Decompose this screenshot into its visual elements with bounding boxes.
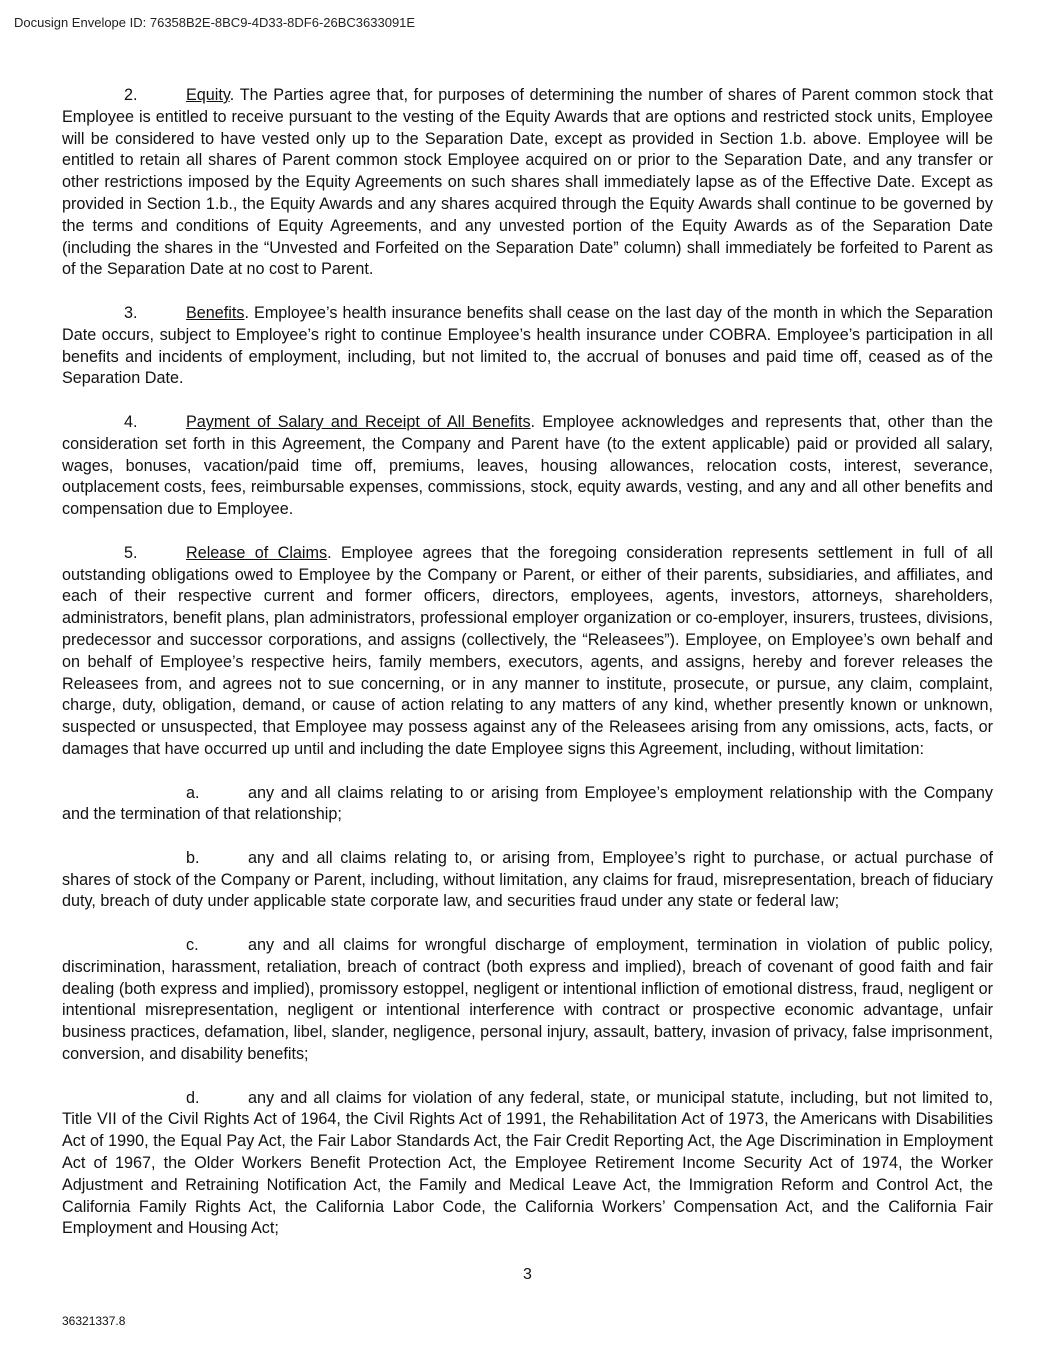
subsection-text: any and all claims for wrongful discharge of employment, termination in violation of public policy, discrimination, harassment, retaliation, breach of contract (both express and implied), breach of covenant of good faith and fair dealing (both express and implied), promissory estoppel, negligent or intentional infliction of emotional distress, fraud, negligent or intentional misrepresentation, negligent or intentional interference with contract or prospective economic advantage, unfair business practices, defamation, libel, slander, negligence, personal injury, assault, battery, invasion of privacy, false imprisonment, conversion, and disability benefits; [62, 936, 993, 1064]
subsection-text: any and all claims relating to or arising from Employee’s employment relationship with the Company and the termination of that relationship; [62, 783, 993, 824]
section-number: 4. [124, 412, 138, 431]
section-text: . Employee acknowledges and represents that, other than the consideration set forth in this Agreement, the Company and Parent have (to the extent applicable) paid or provided all salary, wages, bonuses, vacation/paid time off, premiums, leaves, housing allowances, relocation costs, interest, severance, outplacement costs, fees, reimbursable expenses, commissions, stock, equity awards, vesting, and any and all other benefits and compensation due to Employee. [62, 412, 993, 519]
subsection-text: any and all claims relating to, or arising from, Employee’s right to purchase, or actual purchase of shares of stock of the Company or Parent, including, without limitation, any claims for fraud, misrepresentation, breach of fiduciary duty, breach of duty under applicable state corporate law, and securities fraud under any state or federal law; [62, 848, 993, 911]
section-number: 3. [124, 303, 138, 322]
subsection-text: any and all claims for violation of any federal, state, or municipal statute, including, but not limited to, Title VII of the Civil Rights Act of 1964, the Civil Rights Act of 1991, the Rehabilitation Act of 1973, the Americans with Disabilities Act of 1990, the Equal Pay Act, the Fair Labor Standards Act, the Fair Credit Reporting Act, the Age Discrimination in Employment Act of 1967, the Older Workers Benefit Protection Act, the Employee Retirement Income Security Act of 1974, the Worker Adjustment and Retraining Notification Act, the Family and Medical Leave Act, the Immigration Reform and Control Act, the California Family Rights Act, the California Labor Code, the California Workers’ Compensation Act, and the California Fair Employment and Housing Act; [62, 1088, 993, 1238]
section-heading: Payment of Salary and Receipt of All Benefits [186, 412, 531, 431]
section-release-of-claims [62, 543, 993, 761]
section-equity [62, 85, 993, 281]
section-text: . Employee’s health insurance benefits shall cease on the last day of the month in which the Separation Date occurs, subject to Employee’s right to continue Employee’s health insurance under COBRA. Employee’s participation in all benefits and incidents of employment, including, but not limited to, the accrual of bonuses and paid time off, ceased as of the Separation Date. [62, 303, 993, 388]
subsection-d [62, 1088, 993, 1241]
subsection-letter: d. [186, 1088, 200, 1107]
section-number: 5. [124, 543, 138, 562]
subsection-letter: c. [186, 936, 199, 955]
section-text: . The Parties agree that, for purposes of determining the number of shares of Parent common stock that Employee is entitled to receive pursuant to the vesting of the Equity Awards that are options and restricted stock units, Employee will be considered to have vested only up to the Separation Date, except as provided in Section 1.b. above. Employee will be entitled to retain all shares of Parent common stock Employee acquired on or prior to the Separation Date, and any transfer or other restrictions imposed by the Equity Agreements on such shares shall immediately lapse as of the Effective Date. Except as provided in Section 1.b., the Equity Awards and any shares acquired through the Equity Awards shall continue to be governed by the terms and conditions of Equity Agreements, and any unvested portion of the Equity Awards as of the Separation Date (including the shares in the “Unvested and Forfeited on the Separation Date” column) shall immediately be forfeited to Parent as of the Separation Date at no cost to Parent. [62, 86, 993, 279]
section-payment-of-salary [62, 412, 993, 521]
subsection-letter: b. [186, 848, 200, 867]
section-text: . Employee agrees that the foregoing consideration represents settlement in full of all outstanding obligations owed to Employee by the Company or Parent, or either of their parents, subsidiaries, and affiliates, and each of their respective current and former officers, directors, employees, agents, investors, attorneys, shareholders, administrators, benefit plans, plan administrators, professional employer organization or co-employer, insurers, trustees, divisions, predecessor and successor corporations, and assigns (collectively, the “Releasees”). Employee, on Employee’s own behalf and on behalf of Employee’s respective heirs, family members, executors, agents, and assigns, hereby and forever releases the Releasees from, and agrees not to sue concerning, or in any manner to institute, prosecute, or pursue, any claim, complaint, charge, duty, obligation, demand, or cause of action relating to any matters of any kind, whether presently known or unknown, suspected or unsuspected, that Employee may possess against any of the Releasees arising from any omissions, acts, facts, or damages that have occurred up until and including the date Employee signs this Agreement, including, without limitation: [62, 543, 993, 758]
subsection-b [62, 848, 993, 913]
subsection-letter: a. [186, 783, 200, 802]
envelope-id: Docusign Envelope ID: 76358B2E-8BC9-4D33-8DF6-26BC3633091E [14, 15, 416, 30]
section-benefits [62, 303, 993, 390]
subsection-a [62, 783, 993, 827]
document-body [62, 85, 993, 1262]
document-number: 36321337.8 [62, 1314, 126, 1328]
page-number: 3 [523, 1266, 532, 1283]
section-heading: Equity [186, 86, 230, 104]
section-number: 2. [124, 86, 138, 104]
subsection-c [62, 935, 993, 1066]
section-heading: Benefits [186, 303, 245, 322]
section-heading: Release of Claims [186, 543, 328, 562]
